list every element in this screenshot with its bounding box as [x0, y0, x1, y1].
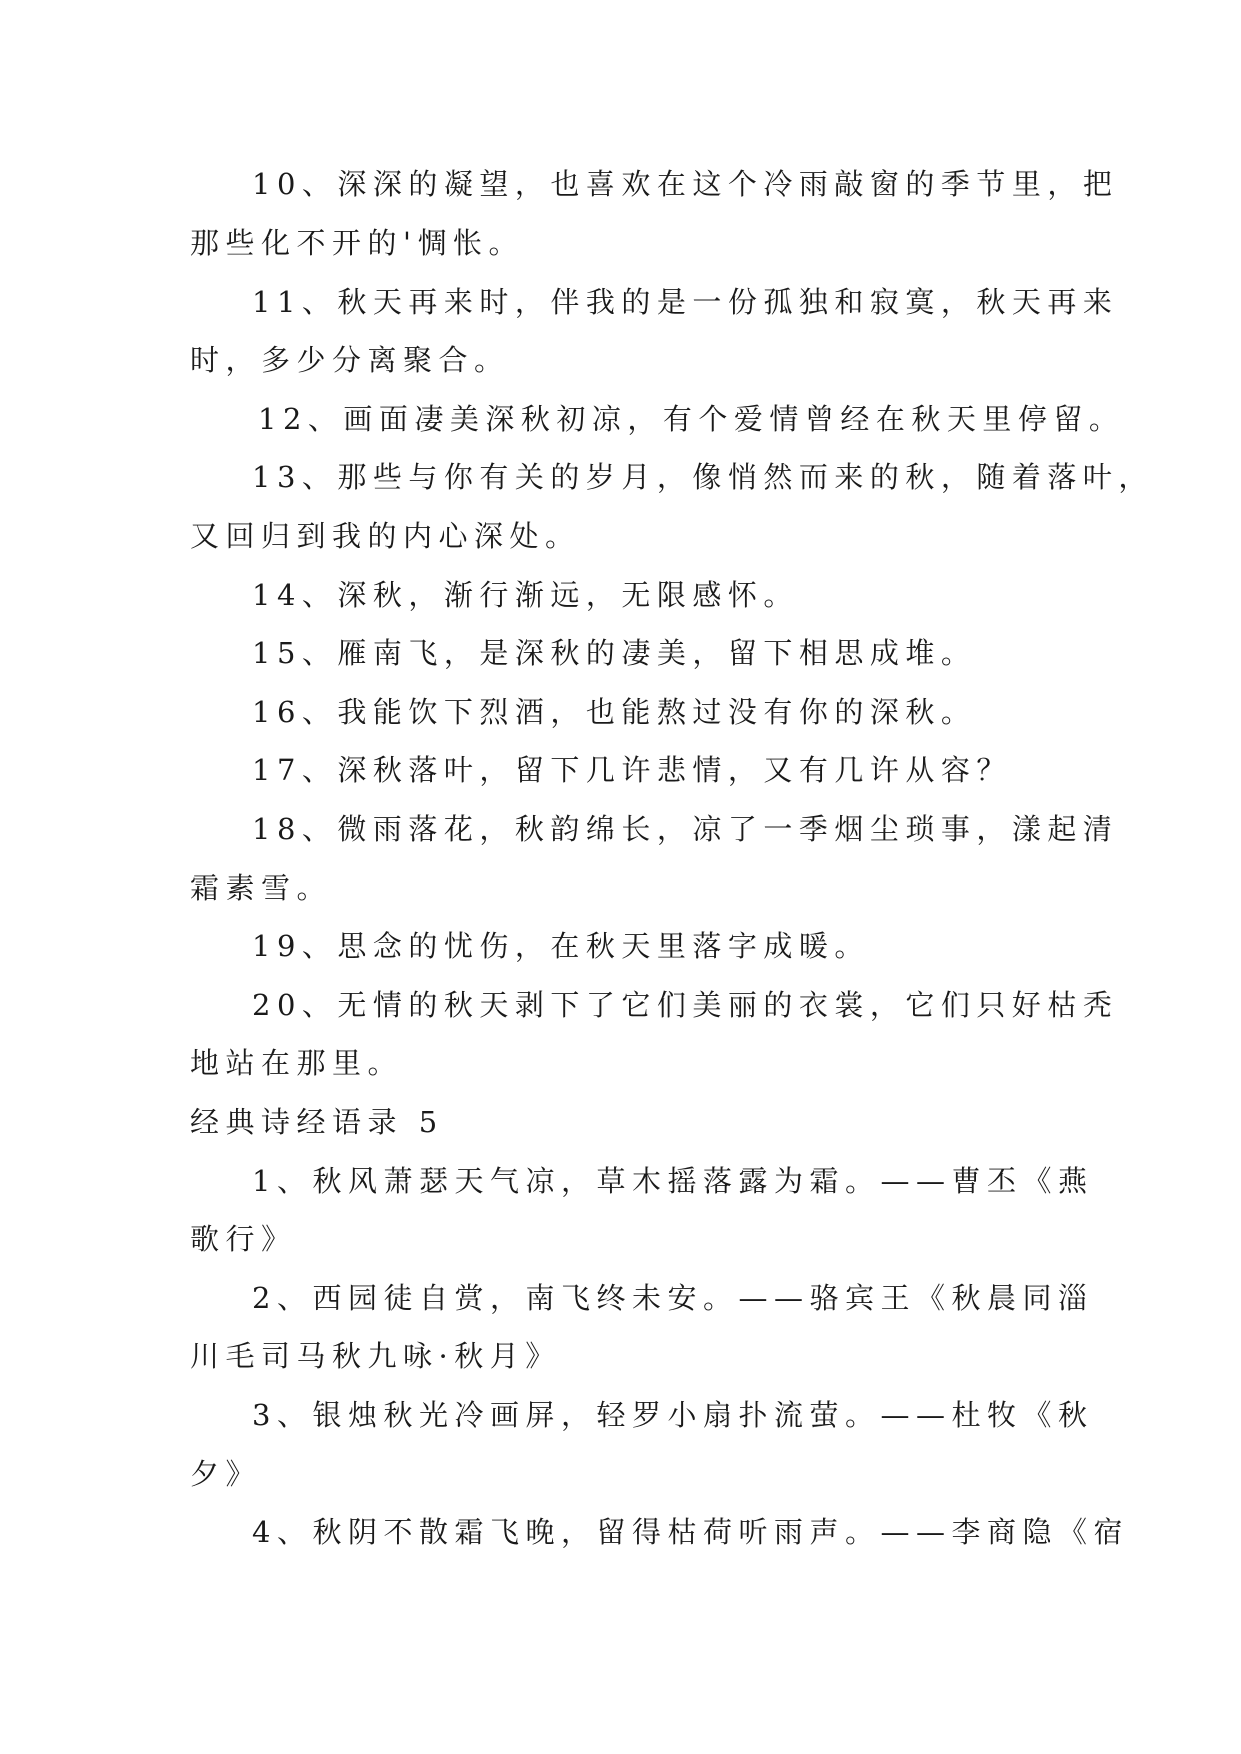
text-line: 18、微雨落花，秋韵绵长，凉了一季烟尘琐事，漾起清	[252, 812, 1119, 846]
text-line: 川毛司马秋九咏·秋月》	[190, 1339, 561, 1373]
text-line: 时，多少分离聚合。	[190, 343, 510, 377]
text-line: 夕》	[190, 1457, 262, 1491]
text-line: 又回归到我的内心深处。	[190, 519, 581, 553]
text-line: 10、深深的凝望，也喜欢在这个冷雨敲窗的季节里，把	[252, 167, 1119, 201]
text-line: 15、雁南飞，是深秋的凄美，留下相思成堆。	[252, 636, 977, 670]
text-line: 霜素雪。	[190, 871, 333, 905]
text-line: 13、那些与你有关的岁月，像悄然而来的秋，随着落叶，	[252, 460, 1154, 494]
text-line: 12、画面凄美深秋初凉，有个爱情曾经在秋天里停留。	[258, 402, 1125, 436]
text-line: 1、秋风萧瑟天气凉，草木摇落露为霜。——曹丕《燕	[252, 1164, 1094, 1198]
text-line: 3、银烛秋光冷画屏，轻罗小扇扑流萤。——杜牧《秋	[252, 1398, 1094, 1432]
text-line: 11、秋天再来时，伴我的是一份孤独和寂寞，秋天再来	[252, 285, 1119, 319]
text-line: 16、我能饮下烈酒，也能熬过没有你的深秋。	[252, 695, 977, 729]
text-line: 4、秋阴不散霜飞晚，留得枯荷听雨声。——李商隐《宿	[252, 1515, 1129, 1549]
text-line: 17、深秋落叶，留下几许悲情，又有几许从容？	[252, 753, 1012, 787]
text-line: 2、西园徒自赏，南飞终未安。——骆宾王《秋晨同淄	[252, 1281, 1094, 1315]
text-line: 地站在那里。	[190, 1046, 404, 1080]
text-line: 那些化不开的'惆怅。	[190, 226, 524, 260]
text-line: 14、深秋，渐行渐远，无限感怀。	[252, 578, 799, 612]
text-line: 19、思念的忧伤，在秋天里落字成暖。	[252, 929, 870, 963]
section-heading: 经典诗经语录 5	[190, 1105, 444, 1139]
text-line: 歌行》	[190, 1222, 297, 1256]
text-line: 20、无情的秋天剥下了它们美丽的衣裳，它们只好枯秃	[252, 988, 1119, 1022]
